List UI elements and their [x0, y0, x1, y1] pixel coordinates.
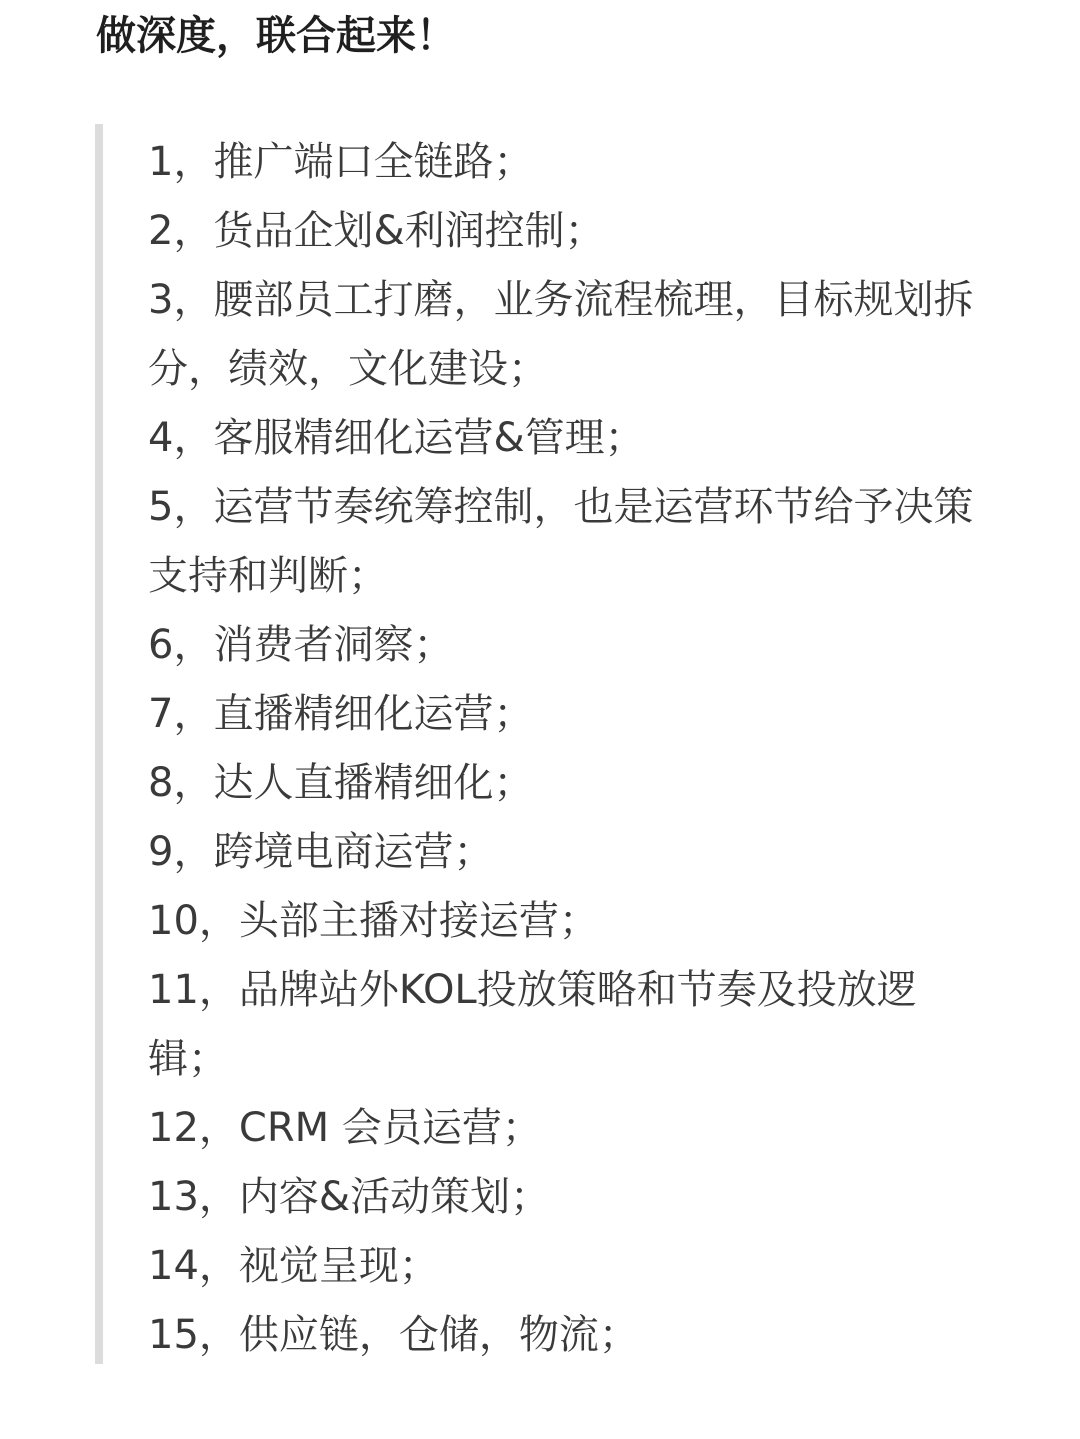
list-item: 8，达人直播精细化；: [148, 760, 534, 806]
list-item: 2，货品企划&利润控制；: [148, 208, 605, 254]
list-item: 11，品牌站外KOL投放策略和节奏及投放逻辑；: [148, 967, 917, 1082]
list-item: 15，供应链，仓储，物流；: [148, 1312, 639, 1358]
page-heading: 做深度，联合起来！: [96, 13, 456, 59]
list-item: 9，跨境电商运营；: [148, 829, 494, 875]
list-item: 1，推广端口全链路；: [148, 139, 534, 185]
list-item: 6，消费者洞察；: [148, 622, 454, 668]
list-item: 14，视觉呈现；: [148, 1243, 439, 1289]
list-item: 12，CRM 会员运营；: [148, 1105, 542, 1151]
quote-bar: [95, 124, 103, 1364]
list-item: 13，内容&活动策划；: [148, 1174, 551, 1220]
list-item: 5，运营节奏统筹控制，也是运营环节给予决策支持和判断；: [148, 484, 974, 599]
list-item: 7，直播精细化运营；: [148, 691, 534, 737]
numbered-list: [148, 128, 988, 1370]
list-item: 10，头部主播对接运营；: [148, 898, 599, 944]
quote-block: [95, 124, 995, 1364]
list-item: 4，客服精细化运营&管理；: [148, 415, 645, 461]
list-item: 3，腰部员工打磨，业务流程梳理，目标规划拆分，绩效，文化建设；: [148, 277, 974, 392]
